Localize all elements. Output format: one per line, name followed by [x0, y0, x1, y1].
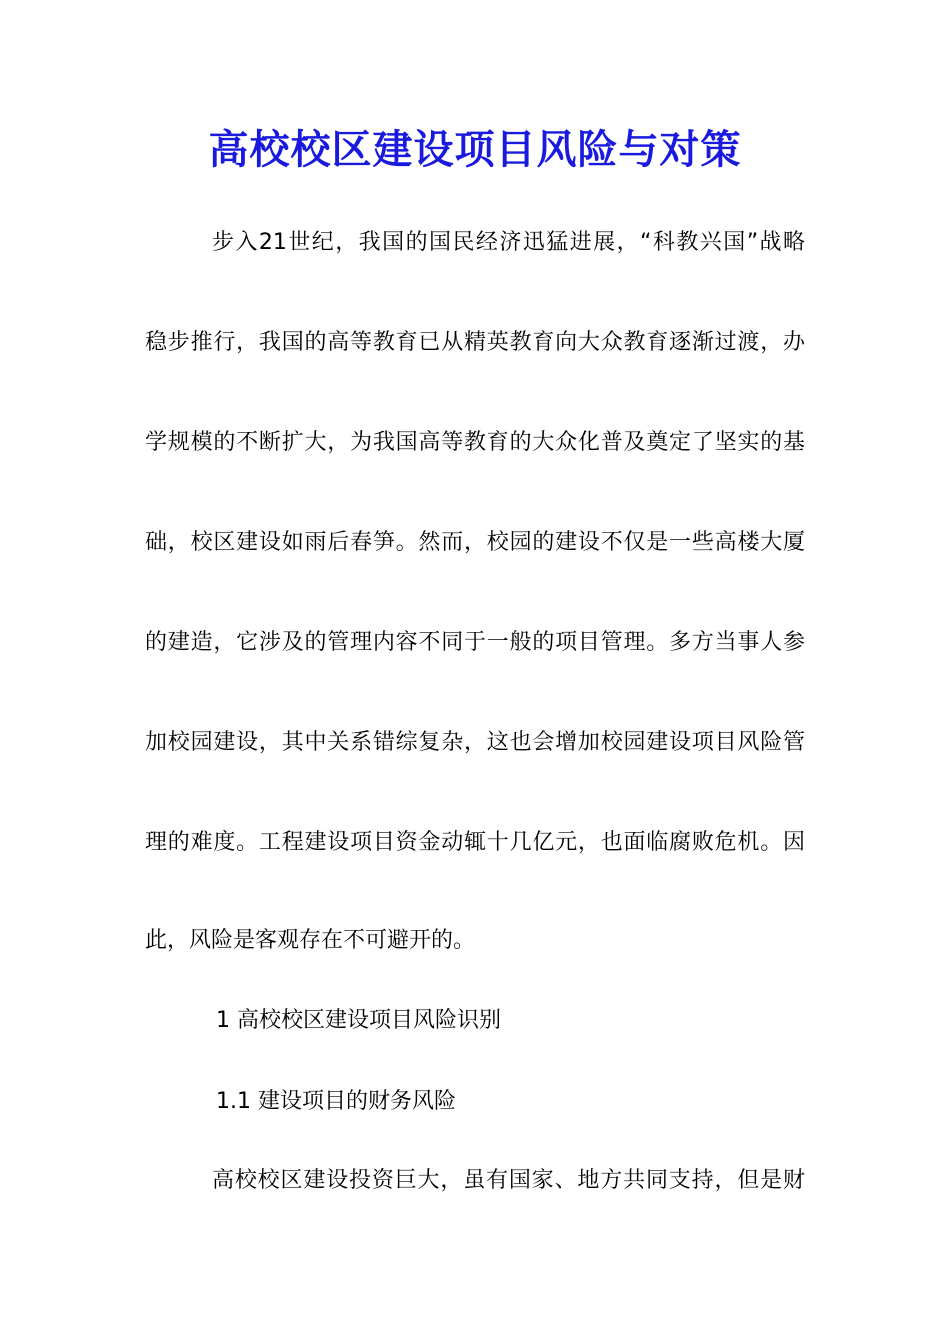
document-title: 高校校区建设项目风险与对策 — [208, 126, 742, 173]
section-heading: 1 高校校区建设项目风险识别 — [216, 1008, 501, 1033]
paragraph-line: 高校校区建设投资巨大，虽有国家、地方共同支持，但是财 — [212, 1168, 805, 1193]
paragraph-line: 加校园建设，其中关系错综复杂，这也会增加校园建设项目风险管 — [145, 730, 805, 755]
paragraph-line: 础，校区建设如雨后春笋。然而，校园的建设不仅是一些高楼大厦 — [145, 530, 805, 555]
subsection-heading: 1.1 建设项目的财务风险 — [216, 1089, 456, 1114]
paragraph-line: 学规模的不断扩大，为我国高等教育的大众化普及奠定了坚实的基 — [145, 430, 805, 455]
paragraph-line: 稳步推行，我国的高等教育已从精英教育向大众教育逐渐过渡，办 — [145, 330, 805, 355]
paragraph-line: 此，风险是客观存在不可避开的。 — [145, 928, 476, 953]
paragraph-line: 理的难度。工程建设项目资金动辄十几亿元，也面临腐败危机。因 — [145, 830, 805, 855]
paragraph-line: 的建造，它涉及的管理内容不同于一般的项目管理。多方当事人参 — [145, 630, 805, 655]
paragraph-line: 步入21世纪，我国的国民经济迅猛进展，“科教兴国”战略 — [212, 230, 805, 255]
